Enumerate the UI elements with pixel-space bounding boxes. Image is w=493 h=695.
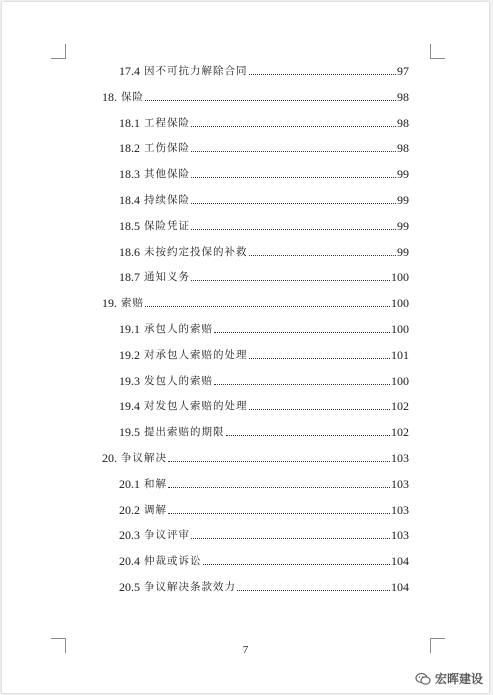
toc-dot-leader	[145, 99, 396, 101]
toc-dot-leader	[249, 254, 397, 256]
toc-entry-number: 18.	[102, 89, 117, 104]
toc-entry-title: 发包人的索赔	[144, 374, 213, 387]
toc-entry-number: 18.2	[119, 141, 140, 156]
toc-entry-number: 19.2	[119, 347, 140, 362]
toc-entry-page: 99	[397, 218, 409, 233]
toc-entry-title: 争议解决条款效力	[144, 581, 236, 593]
toc-entry-page: 100	[391, 270, 409, 285]
toc-entry-page: 103	[391, 476, 409, 491]
toc-dot-leader	[214, 383, 390, 385]
toc-dot-leader	[249, 408, 391, 410]
toc-entry[interactable]	[119, 421, 409, 439]
toc-entry-number: 19.1	[119, 322, 140, 336]
toc-dot-leader	[226, 434, 391, 436]
toc-entry-page: 97	[397, 64, 409, 78]
toc-entry-number: 19.4	[119, 399, 140, 414]
toc-entry-title: 通知义务	[144, 271, 190, 284]
toc-entry[interactable]	[119, 550, 409, 568]
toc-entry-title: 保险	[121, 90, 144, 103]
toc-entry-title: 争议评审	[144, 529, 190, 542]
toc-entry-page: 100	[391, 322, 409, 336]
toc-entry-title: 因不可抗力解除合同	[144, 65, 248, 77]
toc-entry-title: 提出索赔的期限	[144, 426, 225, 439]
toc-entry-number: 20.3	[119, 528, 140, 543]
toc-entry[interactable]	[102, 447, 409, 465]
toc-dot-leader	[168, 512, 390, 514]
toc-entry-number: 18.3	[119, 167, 140, 182]
toc-dot-leader	[214, 331, 390, 333]
toc-entry-page: 98	[397, 115, 409, 130]
toc-entry-number: 18.5	[119, 218, 140, 233]
toc-entry-page: 98	[397, 89, 409, 104]
toc-entry-number: 19.	[102, 296, 117, 311]
toc-entry-title: 承包人的索赔	[144, 323, 213, 335]
wechat-icon	[415, 672, 431, 686]
toc-entry-page: 100	[391, 373, 409, 388]
toc-entry[interactable]	[119, 370, 409, 388]
toc-entry-title: 争议解决	[121, 452, 167, 464]
toc-entry-number: 18.6	[119, 244, 140, 259]
toc-entry-page: 104	[391, 580, 409, 594]
toc-entry[interactable]	[119, 189, 409, 207]
toc-entry[interactable]	[119, 344, 409, 362]
toc-entry-number: 20.1	[119, 476, 140, 491]
toc-entry-page: 100	[391, 296, 409, 311]
toc-entry-number: 18.1	[119, 115, 140, 130]
toc-dot-leader	[191, 202, 396, 204]
toc-entry-title: 工伤保险	[144, 142, 190, 155]
toc-entry-number: 20.4	[119, 554, 140, 569]
toc-entry[interactable]	[119, 395, 409, 413]
toc-entry-number: 20.5	[119, 580, 140, 594]
toc-entry-title: 仲裁或诉讼	[144, 555, 202, 568]
toc-entry-title: 索赔	[121, 297, 144, 310]
toc-entry-page: 102	[391, 425, 409, 440]
toc-entry-page: 102	[391, 399, 409, 414]
toc-dot-leader	[203, 563, 391, 565]
toc-entry[interactable]	[119, 60, 409, 78]
crop-mark-top-left	[51, 44, 66, 59]
toc-dot-leader	[191, 150, 396, 152]
page-number: 7	[242, 644, 249, 656]
toc-dot-leader	[249, 73, 397, 75]
toc-entry-page: 99	[397, 167, 409, 182]
toc-entry-number: 19.3	[119, 373, 140, 388]
toc-dot-leader	[168, 486, 390, 488]
toc-entry[interactable]	[119, 266, 409, 284]
toc-dot-leader	[145, 305, 390, 307]
toc-entry[interactable]	[119, 473, 409, 491]
toc-entry-number: 20.	[102, 451, 117, 465]
toc-entry[interactable]	[119, 241, 409, 259]
toc-entry[interactable]	[102, 86, 409, 104]
toc-entry-title: 对发包人索赔的处理	[144, 400, 248, 413]
toc-entry-title: 持续保险	[144, 194, 190, 206]
toc-entry[interactable]	[119, 524, 409, 542]
toc-entry-number: 18.7	[119, 270, 140, 285]
toc-entry-number: 20.2	[119, 502, 140, 517]
toc-dot-leader	[191, 125, 396, 127]
toc-entry[interactable]	[119, 499, 409, 517]
toc-dot-leader	[191, 176, 396, 178]
toc-entry-page: 99	[397, 244, 409, 259]
watermark	[415, 670, 483, 687]
toc-dot-leader	[191, 537, 390, 539]
toc-entry[interactable]	[119, 215, 409, 233]
toc-entry-page: 103	[391, 528, 409, 543]
toc-entry-page: 101	[391, 347, 409, 362]
document-page	[2, 2, 489, 693]
toc-dot-leader	[237, 589, 390, 591]
toc-entry-number: 17.4	[119, 64, 140, 78]
toc-entry-number: 18.4	[119, 193, 140, 207]
toc-entry-title: 调解	[144, 503, 167, 516]
toc-entry[interactable]	[102, 292, 409, 310]
toc-dot-leader	[191, 228, 396, 230]
toc-entry-title: 工程保险	[144, 116, 190, 129]
toc-entry[interactable]	[119, 137, 409, 155]
toc-entry[interactable]	[119, 163, 409, 181]
toc-entry-page: 104	[391, 554, 409, 569]
toc-dot-leader	[168, 460, 390, 462]
toc-entry-page: 103	[391, 451, 409, 465]
toc-entry-title: 其他保险	[144, 168, 190, 181]
toc-entry-page: 99	[397, 193, 409, 207]
toc-dot-leader	[191, 279, 390, 281]
toc-entry-number: 19.5	[119, 425, 140, 440]
toc-entry-title: 保险凭证	[144, 219, 190, 232]
toc-entry-title: 对承包人索赔的处理	[144, 348, 248, 361]
toc-entry-title: 和解	[144, 477, 167, 490]
crop-mark-top-right	[430, 44, 445, 59]
toc-entry[interactable]	[119, 112, 409, 130]
toc-dot-leader	[249, 357, 391, 359]
toc-entry-page: 103	[391, 502, 409, 517]
toc-entry[interactable]	[119, 576, 409, 594]
toc-entry-page: 98	[397, 141, 409, 156]
toc-entry[interactable]	[119, 318, 409, 336]
toc-entry-title: 未按约定投保的补救	[144, 245, 248, 258]
watermark-text: 宏晖建设	[434, 672, 483, 686]
